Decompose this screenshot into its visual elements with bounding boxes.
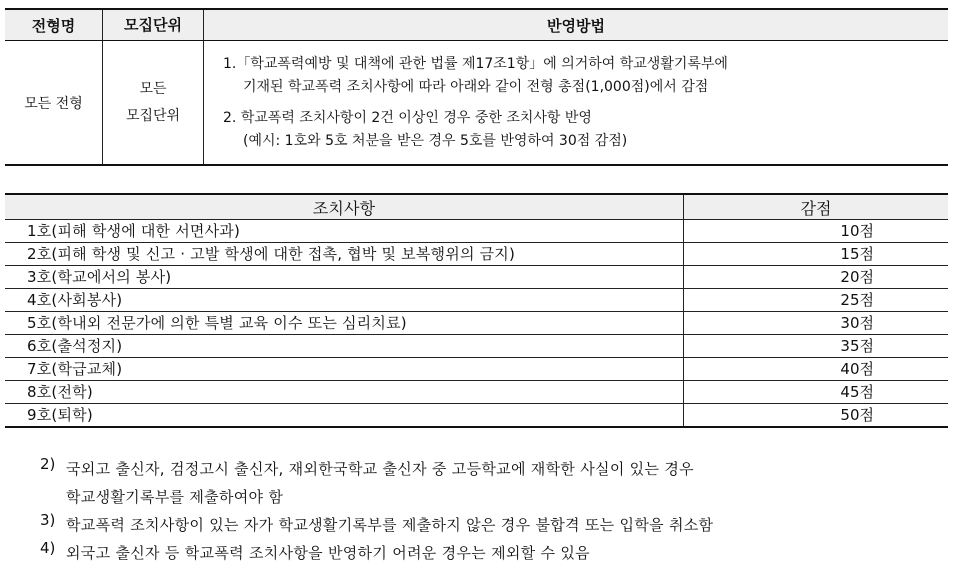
- points-cell: 45점: [684, 381, 949, 404]
- footnotes: [40, 455, 945, 567]
- note-2-line1: 국외고 출신자, 검정고시 출신자, 재외한국학교 출신자 중 고등학교에 재학한 사실이 있는 경우: [66, 460, 694, 478]
- note-3-number: 3): [40, 511, 56, 529]
- table-row: [5, 335, 948, 358]
- table-row: [5, 358, 948, 381]
- table-row: [5, 220, 948, 243]
- admission-method-table: [5, 8, 948, 166]
- measure-cell: 3호(학교에서의 봉사): [5, 266, 684, 289]
- points-cell: 15점: [684, 243, 949, 266]
- recruit-unit-line2: 모집단위: [125, 107, 181, 124]
- measure-cell: 2호(피해 학생 및 신고 · 고발 학생에 대한 접촉, 협박 및 보복행위의 금지): [5, 243, 684, 266]
- note-2-line2: 학교생활기록부를 제출하여야 함: [66, 488, 284, 506]
- measure-cell: 7호(학급교체): [5, 358, 684, 381]
- header-method: 반영방법: [204, 9, 949, 41]
- points-cell: 50점: [684, 404, 949, 428]
- method-item-2-line2: (예시: 1호와 5호 처분을 받은 경우 5호를 반영하여 30점 감점): [243, 132, 628, 149]
- method-item-2-text1: 학교폭력 조치사항이 2건 이상인 경우 중한 조치사항 반영: [240, 109, 592, 126]
- table-row: [5, 404, 948, 428]
- points-cell: 25점: [684, 289, 949, 312]
- measure-cell: 1호(피해 학생에 대한 서면사과): [5, 220, 684, 243]
- method-item-2-number: 2.: [223, 109, 237, 126]
- note-4-number: 4): [40, 539, 56, 557]
- header-measure: 조치사항: [5, 194, 684, 220]
- note-2: [40, 455, 945, 511]
- table-row: [5, 266, 948, 289]
- method-item-1: [204, 53, 948, 99]
- method-table-header-row: [5, 9, 948, 41]
- points-cell: 20점: [684, 266, 949, 289]
- points-cell: 30점: [684, 312, 949, 335]
- measure-cell: 5호(학내외 전문가에 의한 특별 교육 이수 또는 심리치료): [5, 312, 684, 335]
- measure-cell: 6호(출석정지): [5, 335, 684, 358]
- method-table-body-row: [5, 41, 948, 166]
- points-cell: 40점: [684, 358, 949, 381]
- method-item-1-text1: 「학교폭력예방 및 대책에 관한 법률 제17조1항」에 의거하여 학교생활기록부에: [236, 55, 728, 72]
- recruit-unit-line1: 모든: [139, 80, 167, 97]
- note-3-line1: 학교폭력 조치사항이 있는 자가 학교생활기록부를 제출하지 않은 경우 불합격 또는 입학을 취소함: [66, 516, 714, 534]
- table-row: [5, 312, 948, 335]
- points-cell: 35점: [684, 335, 949, 358]
- measure-cell: 9호(퇴학): [5, 404, 684, 428]
- admission-type-cell: 모든 전형: [5, 41, 103, 166]
- table-row: [5, 381, 948, 404]
- note-3: [40, 511, 945, 539]
- header-points: 감점: [684, 194, 949, 220]
- table-row: [5, 243, 948, 266]
- method-item-2-line1: [223, 107, 948, 130]
- note-2-number: 2): [40, 455, 56, 473]
- method-cell: [204, 41, 949, 166]
- header-admission-type: 전형명: [5, 9, 103, 41]
- method-item-2: [204, 107, 948, 153]
- note-4-line1: 외국고 출신자 등 학교폭력 조치사항을 반영하기 어려운 경우는 제외할 수 있음: [66, 544, 590, 562]
- deduction-table: [5, 193, 948, 428]
- points-cell: 10점: [684, 220, 949, 243]
- recruit-unit-cell: [103, 41, 204, 166]
- deduction-header-row: [5, 194, 948, 220]
- header-recruit-unit: 모집단위: [103, 9, 204, 41]
- table-row: [5, 289, 948, 312]
- method-item-1-number: 1.: [223, 55, 237, 72]
- note-4: [40, 539, 945, 567]
- measure-cell: 8호(전학): [5, 381, 684, 404]
- method-item-1-line1: [223, 53, 948, 76]
- method-item-1-line2: 기재된 학교폭력 조치사항에 따라 아래와 같이 전형 총점(1,000점)에서 감점: [243, 78, 709, 95]
- measure-cell: 4호(사회봉사): [5, 289, 684, 312]
